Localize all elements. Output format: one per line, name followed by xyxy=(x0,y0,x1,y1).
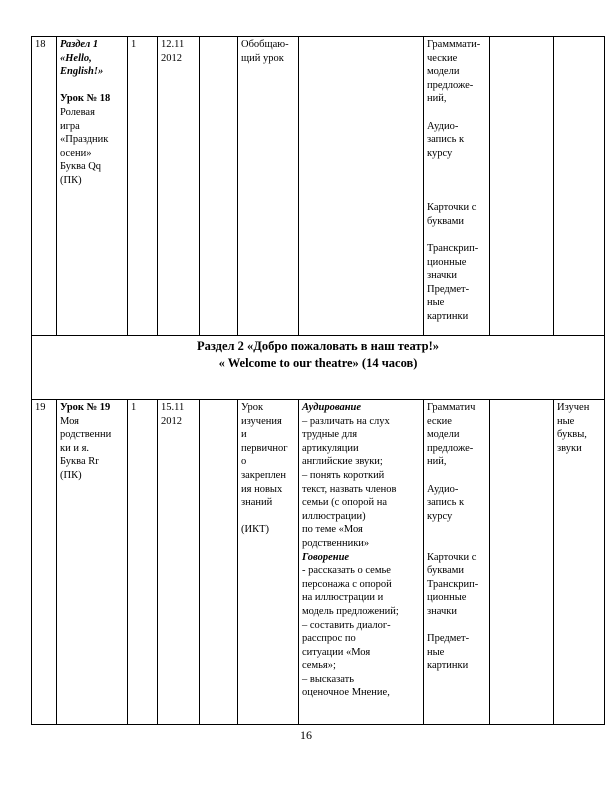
cell-line: предложе- xyxy=(427,79,474,91)
section-subtitle: « Welcome to our theatre» (14 часов) xyxy=(218,356,418,370)
empty-cell xyxy=(490,400,554,725)
cell-line: ные xyxy=(427,646,445,658)
cell-line: Грамматич xyxy=(427,402,476,413)
cell-line: ционные xyxy=(427,592,467,604)
cell-line: ные xyxy=(427,297,445,309)
cell-line: – различать на слух xyxy=(302,415,390,427)
cell-line: Карточки с xyxy=(427,202,477,214)
lesson-title-cell xyxy=(57,37,128,336)
lesson-number: 18 xyxy=(32,37,57,336)
cell-line: Аудирование xyxy=(302,402,362,413)
cell-line: Грамммати- xyxy=(427,39,481,50)
cell-line: семьи (с опорой на xyxy=(302,497,388,509)
cell-line: картинки xyxy=(427,660,469,672)
cell-line: модель предложений; xyxy=(302,605,399,617)
cell-line: English!» xyxy=(60,66,104,78)
cell-line xyxy=(427,174,486,188)
cell-line: запись к xyxy=(427,134,465,146)
cell-line: ки и я. xyxy=(60,442,90,454)
cell-line xyxy=(427,106,486,120)
cell-line: Карточки с xyxy=(427,551,477,563)
cell-line: курсу xyxy=(427,510,453,522)
cell-line: «Праздник xyxy=(60,134,109,146)
cell-line: – составить диалог- xyxy=(302,619,391,631)
cell-line xyxy=(241,510,295,524)
cell-line: значки xyxy=(427,605,458,617)
cell-line: значки xyxy=(427,270,458,282)
cell-line: семья»; xyxy=(302,660,336,672)
cell-line: первичног xyxy=(241,442,288,454)
cell-line: на иллюстрации и xyxy=(302,592,384,604)
notes-cell: Изучен ные буквы, звуки xyxy=(554,400,605,725)
cell-line: запись к xyxy=(427,497,465,509)
cell-line: – понять короткий xyxy=(302,469,385,481)
cell-line: буквами xyxy=(427,565,465,577)
content-cell xyxy=(299,37,424,336)
cell-line: осени» xyxy=(60,147,92,159)
cell-line: иллюстрации) xyxy=(302,510,366,522)
cell-line: Аудио- xyxy=(427,483,459,495)
cell-line xyxy=(427,619,486,633)
cell-line: Ролевая xyxy=(60,106,95,118)
cell-line: изучения xyxy=(241,415,282,427)
cell-line: Буква Qq xyxy=(60,161,102,173)
cell-line: Урок № 18 xyxy=(60,93,111,105)
lesson-type-cell xyxy=(238,400,299,725)
cell-line: – высказать xyxy=(302,673,355,685)
cell-line: картинки xyxy=(427,310,469,322)
cell-line: курсу xyxy=(427,147,453,159)
date-cell: 12.11 2012 xyxy=(158,37,200,336)
cell-line: персонажа с опорой xyxy=(302,578,392,590)
empty-cell xyxy=(200,37,238,336)
cell-line: «Hello, xyxy=(60,52,92,64)
cell-line: Урок № 19 xyxy=(60,402,111,413)
cell-line: еские xyxy=(427,415,452,427)
lesson-type-cell: Обобщаю- щий урок xyxy=(238,37,299,336)
section-title: Раздел 2 «Добро пожаловать в наш театр!» xyxy=(196,339,440,353)
cell-line: знаний xyxy=(241,497,273,509)
cell-line: ционные xyxy=(427,256,467,268)
cell-line: закреплен xyxy=(241,469,286,481)
cell-line: Аудио- xyxy=(427,120,459,132)
cell-line: ческие xyxy=(427,52,458,64)
cell-line xyxy=(427,469,486,483)
cell-line: ний, xyxy=(427,456,447,468)
lesson-title-cell xyxy=(57,400,128,725)
cell-line xyxy=(427,160,486,174)
cell-line: трудные для xyxy=(302,429,358,441)
cell-line: предложе- xyxy=(427,442,474,454)
lesson-number: 19 xyxy=(32,400,57,725)
date-cell: 15.11 2012 xyxy=(158,400,200,725)
cell-line: оценочное Мнение, xyxy=(302,687,390,699)
cell-line: артикуляции xyxy=(302,442,359,454)
cell-line xyxy=(427,537,486,551)
page-number: 16 xyxy=(300,728,312,742)
table-row xyxy=(32,400,605,725)
cell-line: Транскрип- xyxy=(427,578,479,590)
hours-cell: 1 xyxy=(128,400,158,725)
cell-line: модели xyxy=(427,429,460,441)
cell-line: родственники» xyxy=(302,537,370,549)
cell-line: Урок xyxy=(241,402,264,413)
table-row xyxy=(32,37,605,336)
empty-cell xyxy=(554,37,605,336)
lesson-plan-table xyxy=(31,36,604,725)
cell-line xyxy=(60,79,124,93)
hours-cell: 1 xyxy=(128,37,158,336)
cell-line: ний, xyxy=(427,93,447,105)
cell-line: Предмет- xyxy=(427,633,470,645)
empty-cell xyxy=(490,37,554,336)
resources-cell xyxy=(424,37,490,336)
cell-line: и xyxy=(241,429,247,441)
cell-line: о xyxy=(241,456,247,468)
cell-line xyxy=(427,188,486,202)
cell-line: ия новых xyxy=(241,483,283,495)
empty-cell xyxy=(200,400,238,725)
cell-line: буквами xyxy=(427,215,465,227)
cell-line: ситуации «Моя xyxy=(302,646,371,658)
cell-line: модели xyxy=(427,66,460,78)
cell-line xyxy=(427,523,486,537)
resources-cell xyxy=(424,400,490,725)
cell-line: расспрос по xyxy=(302,633,356,645)
cell-line: (ПК) xyxy=(60,469,82,481)
cell-line: Предмет- xyxy=(427,283,470,295)
cell-line xyxy=(427,228,486,242)
cell-line: по теме «Моя xyxy=(302,524,363,536)
cell-line: Говорение xyxy=(302,551,350,563)
content-cell xyxy=(299,400,424,725)
cell-line: - рассказать о семье xyxy=(302,565,391,577)
cell-line: текст, назвать членов xyxy=(302,483,397,495)
cell-line: Буква Rr xyxy=(60,456,99,468)
cell-line: игра xyxy=(60,120,80,132)
cell-line: родственни xyxy=(60,429,112,441)
cell-line: (ИКТ) xyxy=(241,524,269,536)
cell-line: (ПК) xyxy=(60,174,82,186)
section-header xyxy=(32,336,605,400)
cell-line: Раздел 1 xyxy=(60,39,99,50)
cell-line: английские звуки; xyxy=(302,456,383,468)
cell-line: Транскрип- xyxy=(427,242,479,254)
cell-line: Моя xyxy=(60,415,79,427)
section-header-row xyxy=(32,336,605,400)
